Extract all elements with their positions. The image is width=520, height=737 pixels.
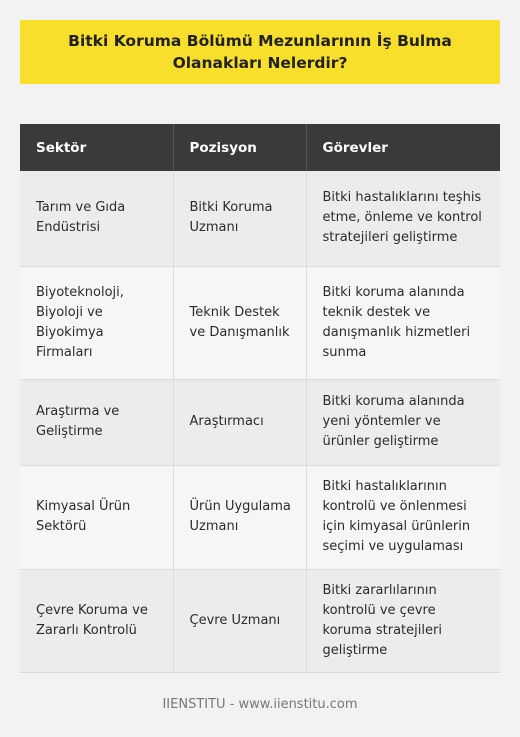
cell-sector: Araştırma ve Geliştirme xyxy=(20,379,173,465)
table-row xyxy=(20,171,500,266)
careers-table xyxy=(20,124,500,673)
cell-duties: Bitki koruma alanında yeni yöntemler ve ürünler geliştirme xyxy=(306,379,500,465)
cell-duties: Bitki koruma alanında teknik destek ve danışmanlık hizmetleri sunma xyxy=(306,266,500,379)
cell-duties: Bitki zararlılarının kontrolü ve çevre koruma stratejileri geliştirme xyxy=(306,569,500,672)
cell-sector: Kimyasal Ürün Sektörü xyxy=(20,465,173,569)
footer-credit: IIENSTITU - www.iienstitu.com xyxy=(162,697,358,712)
table-row xyxy=(20,569,500,672)
header-duties: Görevler xyxy=(306,124,500,171)
cell-duties: Bitki hastalıklarını teşhis etme, önleme ve kontrol stratejileri geliştirme xyxy=(306,171,500,266)
cell-position: Çevre Uzmanı xyxy=(173,569,306,672)
table-row xyxy=(20,465,500,569)
page-title: Bitki Koruma Bölümü Mezunlarının İş Bulma Olanakları Nelerdir? xyxy=(68,32,452,72)
header-sector: Sektör xyxy=(20,124,173,171)
cell-duties: Bitki hastalıklarının kontrolü ve önlenmesi için kimyasal ürünlerin seçimi ve uygulaması xyxy=(306,465,500,569)
table-header-row xyxy=(20,124,500,171)
cell-position: Araştırmacı xyxy=(173,379,306,465)
header-position: Pozisyon xyxy=(173,124,306,171)
table-row xyxy=(20,266,500,379)
table-row xyxy=(20,379,500,465)
cell-sector: Çevre Koruma ve Zararlı Kontrolü xyxy=(20,569,173,672)
title-banner xyxy=(20,20,500,84)
cell-position: Bitki Koruma Uzmanı xyxy=(173,171,306,266)
cell-sector: Tarım ve Gıda Endüstrisi xyxy=(20,171,173,266)
cell-position: Teknik Destek ve Danışmanlık xyxy=(173,266,306,379)
cell-sector: Biyoteknoloji, Biyoloji ve Biyokimya Firmaları xyxy=(20,266,173,379)
cell-position: Ürün Uygulama Uzmanı xyxy=(173,465,306,569)
